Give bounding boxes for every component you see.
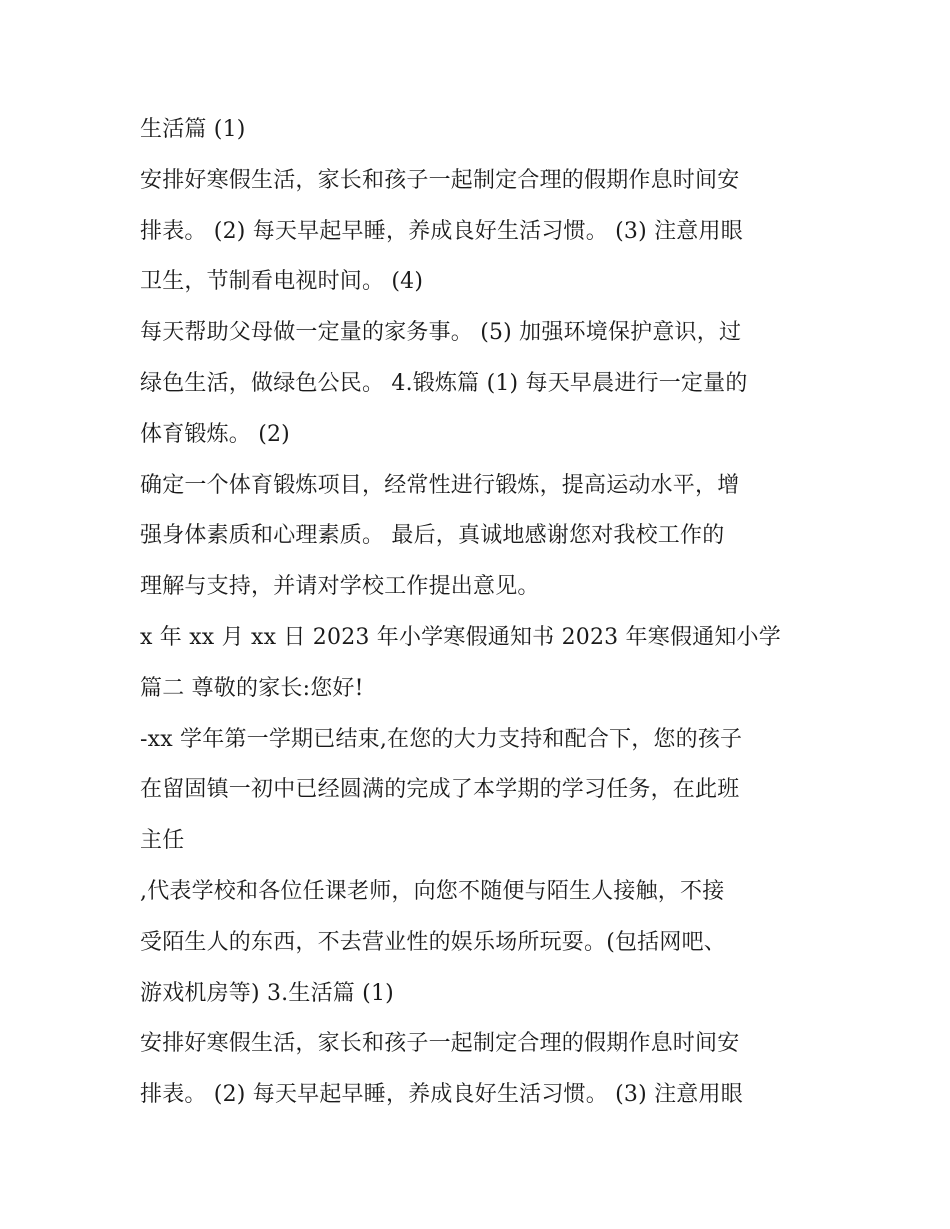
text-line: 确定一个体育锻炼项目，经常性进行锻炼，提高运动水平，增	[140, 472, 740, 498]
text-line: 安排好寒假生活，家长和孩子一起制定合理的假期作息时间安	[140, 167, 740, 193]
text-line: 卫生，节制看电视时间。 (4)	[140, 269, 424, 295]
text-line: 理解与支持，并请对学校工作提出意见。	[140, 574, 540, 600]
text-line: 排表。 (2) 每天早起早睡，养成良好生活习惯。 (3) 注意用眼	[140, 218, 743, 244]
text-line: 每天帮助父母做一定量的家务事。 (5) 加强环境保护意识，过	[140, 320, 742, 346]
text-line: 安排好寒假生活，家长和孩子一起制定合理的假期作息时间安	[140, 1031, 740, 1057]
text-line: 强身体素质和心理素质。 最后，真诚地感谢您对我校工作的	[140, 523, 725, 549]
body-text	[140, 108, 820, 1124]
text-line: 生活篇 (1)	[140, 117, 246, 142]
text-line: 受陌生人的东西，不去营业性的娱乐场所玩耍。(包括网吧、	[140, 929, 726, 955]
text-line: 主任	[140, 828, 185, 854]
text-line: 篇二 尊敬的家长:您好!	[140, 675, 364, 701]
text-line: ,代表学校和各位任课老师，向您不随便与陌生人接触，不接	[140, 878, 725, 904]
text-line: 在留固镇一初中已经圆满的完成了本学期的学习任务，在此班	[140, 777, 740, 803]
text-line: x 年 xx 月 xx 日 2023 年小学寒假通知书 2023 年寒假通知小学	[140, 624, 781, 650]
text-line: 体育锻炼。 (2)	[140, 421, 290, 447]
text-line: -xx 学年第一学期已结束,在您的大力支持和配合下，您的孩子	[140, 726, 743, 752]
text-line: 绿色生活，做绿色公民。 4.锻炼篇 (1) 每天早晨进行一定量的	[140, 370, 748, 396]
text-line: 游戏机房等) 3.生活篇 (1)	[140, 980, 394, 1006]
text-line: 排表。 (2) 每天早起早睡，养成良好生活习惯。 (3) 注意用眼	[140, 1082, 743, 1108]
